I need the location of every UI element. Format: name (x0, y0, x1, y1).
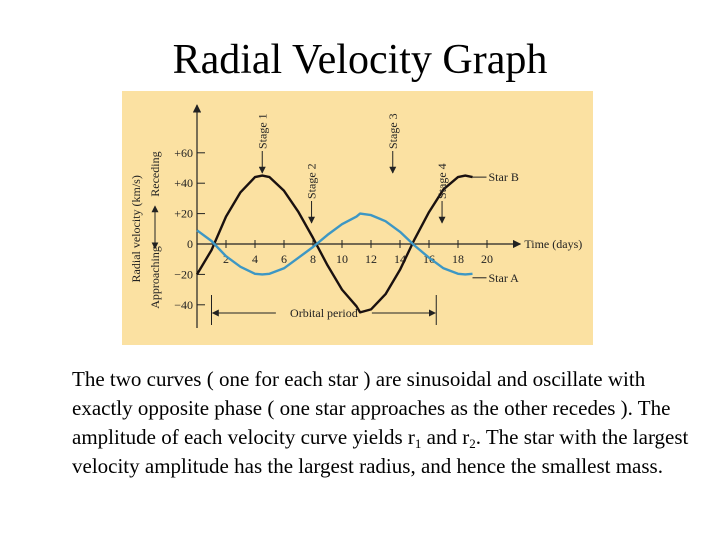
stage-label-stage-1: Stage 1 (255, 113, 270, 149)
orbital-period-label: Orbital period (290, 306, 358, 320)
y-tick-label: +40 (174, 176, 193, 191)
stage-label-stage-4: Stage 4 (435, 163, 450, 199)
y-tick-label: −20 (174, 267, 193, 282)
stage-label-stage-2: Stage 2 (304, 163, 319, 199)
stage-label-stage-3: Stage 3 (385, 113, 400, 149)
series-label-star-b: Star B (488, 170, 519, 185)
x-tick-label: 12 (365, 252, 377, 266)
x-tick-label: 16 (423, 252, 435, 266)
x-tick-label: 10 (336, 252, 348, 266)
y-axis-approaching-label: Approaching (148, 246, 162, 309)
radial-velocity-chart (122, 91, 593, 345)
y-tick-label: +20 (174, 206, 193, 221)
x-tick-label: 8 (310, 252, 316, 266)
x-tick-label: 18 (452, 252, 464, 266)
body-text (72, 365, 702, 481)
slide-title: Radial Velocity Graph (172, 37, 548, 83)
body-subscript-1: 1 (414, 436, 422, 451)
series-label-star-a: Star A (488, 270, 519, 285)
y-axis-receding-label: Receding (148, 151, 162, 197)
x-tick-label: 6 (281, 252, 287, 266)
body-text-part2: and r (421, 425, 470, 449)
body-subscript-2: 2 (469, 436, 476, 451)
x-tick-label: 4 (252, 252, 258, 266)
body-text-part3: . The star with the largest velocity amplitude has the largest radius, and hence the smallest mass. (72, 425, 689, 478)
y-tick-label: +60 (174, 145, 193, 160)
x-axis-label: Time (days) (524, 237, 583, 251)
y-tick-label: −40 (174, 297, 193, 312)
y-tick-label: 0 (187, 237, 193, 251)
body-text-part1: The two curves ( one for each star ) are sinusoidal and oscillate with exactly opposite phase ( one star approaches as the other recedes ). The amplitude of each velocity curve yields r (72, 367, 671, 449)
x-tick-label: 2 (223, 252, 229, 266)
y-axis-label: Radial velocity (km/s) (129, 175, 143, 283)
x-tick-label: 20 (481, 252, 493, 266)
x-tick-label: 14 (394, 252, 406, 266)
chart-canvas (122, 91, 593, 345)
